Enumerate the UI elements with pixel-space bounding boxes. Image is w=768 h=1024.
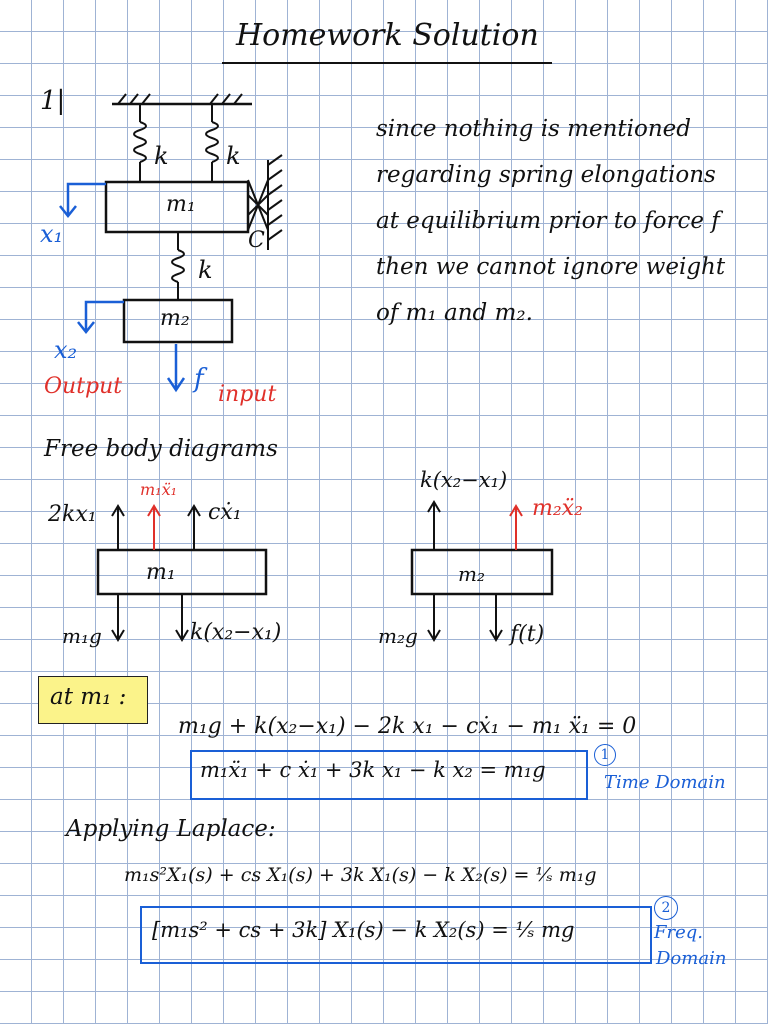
fbd-m1-down-right: k(x₂−x₁) xyxy=(190,620,282,645)
x2-label: x₂ xyxy=(54,336,78,364)
page-title: Homework Solution xyxy=(236,18,539,53)
note-line-1: since nothing is mentioned xyxy=(376,116,691,142)
mass-1-label: m₁ xyxy=(166,192,196,217)
fbd-m2-up-right: m₂ẍ₂ xyxy=(532,496,583,521)
equation-1: m₁ẍ₁ + c ẋ₁ + 3k x₁ − k x₂ = m₁g xyxy=(200,758,546,782)
spring-label-1: k xyxy=(154,142,169,170)
equation-2-tag-line2: Domain xyxy=(656,948,727,969)
damper-label: C xyxy=(248,228,265,253)
input-label: input xyxy=(218,382,277,407)
laplace-heading: Applying Laplace: xyxy=(66,816,276,842)
output-label: Output xyxy=(44,374,123,399)
mass-2-label: m₂ xyxy=(160,306,190,331)
fbd-m1-down-left: m₁g xyxy=(62,624,102,648)
note-line-2: regarding spring elongations xyxy=(376,162,716,188)
equation-2-tag-line1: Freq. xyxy=(654,922,703,943)
laplace-equation: m₁s²X₁(s) + cs X₁(s) + 3k X₁(s) − k X₂(s) = ¹⁄ₛ m₁g xyxy=(124,864,597,886)
fbd-m2-down-left: m₂g xyxy=(378,624,418,648)
spring-label-2: k xyxy=(226,142,241,170)
at-m1-label: at m₁ : xyxy=(50,684,127,710)
fbd-m1-up-right: cẋ₁ xyxy=(208,500,242,525)
equation-2-number: 2 xyxy=(654,896,678,920)
fbd-m1-block xyxy=(98,550,266,594)
problem-number: 1| xyxy=(40,86,66,116)
force-label: f xyxy=(194,364,204,394)
note-line-5: of m₁ and m₂. xyxy=(376,300,533,326)
x1-label: x₁ xyxy=(40,220,64,248)
spring-label-3: k xyxy=(198,256,213,284)
fbd-m2-box-label: m₂ xyxy=(458,562,485,586)
equation-1-tag: Time Domain xyxy=(604,772,726,793)
fbd-heading: Free body diagrams xyxy=(44,436,278,462)
fbd-m1-box-label: m₁ xyxy=(146,560,176,585)
equation-force-balance: m₁g + k(x₂−x₁) − 2k x₁ − cẋ₁ − m₁ ẍ₁ = 0 xyxy=(178,714,637,739)
note-line-3: at equilibrium prior to force f xyxy=(376,208,720,234)
fbd-m1-up-left: 2kx₁ xyxy=(48,502,97,527)
fbd-m1-up-mid: m₁ẍ₁ xyxy=(140,480,178,499)
equation-2: [m₁s² + cs + 3k] X₁(s) − k X₂(s) = ¹⁄ₛ mg xyxy=(152,918,575,942)
fbd-m2-down-right: f(t) xyxy=(510,622,545,647)
note-line-4: then we cannot ignore weight xyxy=(376,254,726,280)
fbd-m2-up-left: k(x₂−x₁) xyxy=(420,468,508,492)
equation-1-number: 1 xyxy=(594,744,616,766)
